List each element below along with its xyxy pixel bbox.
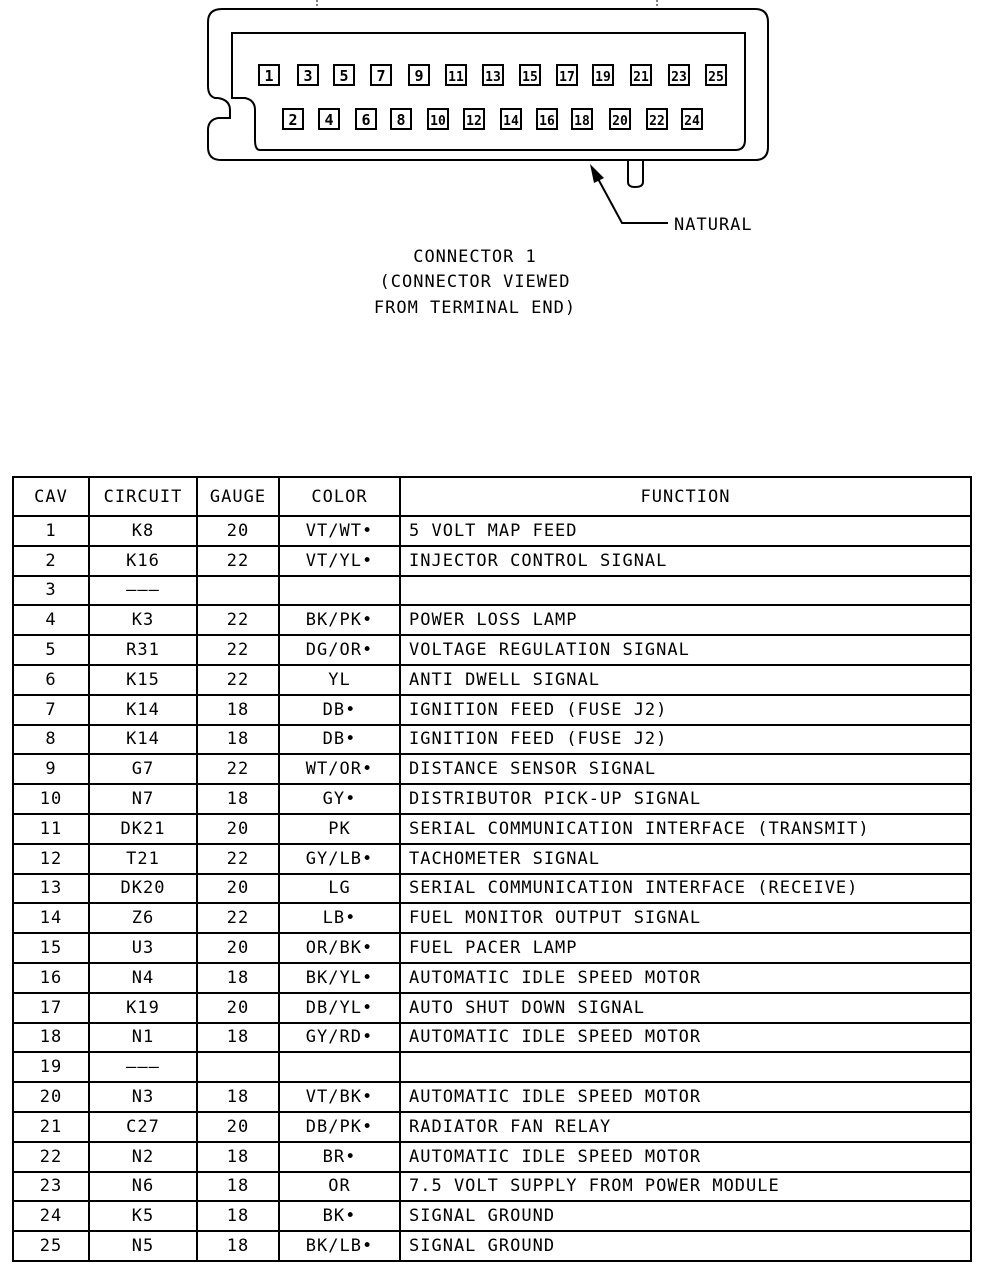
- color-cell: LB•: [279, 903, 400, 933]
- circuit-cell: K5: [89, 1201, 197, 1231]
- table-row: [13, 695, 971, 725]
- pinout-table: [12, 476, 972, 1262]
- table-row: [13, 725, 971, 755]
- table-row: [13, 1231, 971, 1261]
- function-cell: RADIATOR FAN RELAY: [400, 1112, 971, 1142]
- circuit-cell: N4: [89, 963, 197, 993]
- cav-cell: 5: [13, 635, 89, 665]
- function-cell: 7.5 VOLT SUPPLY FROM POWER MODULE: [400, 1172, 971, 1202]
- gauge-cell: 22: [197, 754, 279, 784]
- color-cell: VT/YL•: [279, 546, 400, 576]
- pin-number: 25: [708, 70, 724, 85]
- function-cell: POWER LOSS LAMP: [400, 605, 971, 635]
- function-cell: AUTOMATIC IDLE SPEED MOTOR: [400, 963, 971, 993]
- function-cell: 5 VOLT MAP FEED: [400, 516, 971, 546]
- cav-cell: 21: [13, 1112, 89, 1142]
- pin-number: 16: [539, 114, 555, 129]
- table-row: [13, 993, 971, 1023]
- color-cell: VT/BK•: [279, 1082, 400, 1112]
- table-row: [13, 516, 971, 546]
- table-row: [13, 1023, 971, 1053]
- function-cell: FUEL PACER LAMP: [400, 933, 971, 963]
- gauge-cell: 18: [197, 963, 279, 993]
- gauge-cell: 18: [197, 1172, 279, 1202]
- color-cell: DB/YL•: [279, 993, 400, 1023]
- gauge-cell: 18: [197, 725, 279, 755]
- pin-number: 2: [288, 111, 298, 129]
- table-row: [13, 1082, 971, 1112]
- pin-number: 23: [671, 70, 687, 85]
- circuit-cell: ———: [89, 576, 197, 606]
- circuit-cell: Z6: [89, 903, 197, 933]
- table-row: [13, 546, 971, 576]
- function-cell: IGNITION FEED (FUSE J2): [400, 725, 971, 755]
- function-cell: VOLTAGE REGULATION SIGNAL: [400, 635, 971, 665]
- pin-number: 22: [649, 114, 665, 129]
- cav-cell: 18: [13, 1023, 89, 1053]
- cav-cell: 17: [13, 993, 89, 1023]
- header-gauge: GAUGE: [197, 477, 279, 516]
- gauge-cell: 18: [197, 1231, 279, 1261]
- color-cell: YL: [279, 665, 400, 695]
- pin-number: 10: [430, 114, 446, 129]
- color-cell: DG/OR•: [279, 635, 400, 665]
- cav-cell: 14: [13, 903, 89, 933]
- gauge-cell: 20: [197, 516, 279, 546]
- function-cell: ANTI DWELL SIGNAL: [400, 665, 971, 695]
- cav-cell: 22: [13, 1142, 89, 1172]
- header-function: FUNCTION: [400, 477, 971, 516]
- function-cell: FUEL MONITOR OUTPUT SIGNAL: [400, 903, 971, 933]
- function-cell: SIGNAL GROUND: [400, 1201, 971, 1231]
- gauge-cell: 22: [197, 546, 279, 576]
- color-cell: VT/WT•: [279, 516, 400, 546]
- gauge-cell: 22: [197, 605, 279, 635]
- color-cell: WT/OR•: [279, 754, 400, 784]
- color-cell: OR/BK•: [279, 933, 400, 963]
- cav-cell: 23: [13, 1172, 89, 1202]
- cav-cell: 9: [13, 754, 89, 784]
- function-cell: [400, 1052, 971, 1082]
- cav-cell: 6: [13, 665, 89, 695]
- pin-number: 12: [466, 114, 482, 129]
- gauge-cell: 20: [197, 1112, 279, 1142]
- circuit-cell: U3: [89, 933, 197, 963]
- table-row: [13, 665, 971, 695]
- color-cell: BK•: [279, 1201, 400, 1231]
- color-cell: DB•: [279, 725, 400, 755]
- cav-cell: 15: [13, 933, 89, 963]
- pin-number: 9: [414, 67, 424, 85]
- color-cell: LG: [279, 874, 400, 904]
- caption-line-2: (CONNECTOR VIEWED: [379, 272, 571, 292]
- pin-number: 8: [396, 111, 406, 129]
- cav-cell: 25: [13, 1231, 89, 1261]
- gauge-cell: 20: [197, 993, 279, 1023]
- pin-number: 4: [324, 111, 334, 129]
- gauge-cell: 18: [197, 1201, 279, 1231]
- connector-inner: [232, 33, 745, 150]
- pin-number: 14: [503, 114, 519, 129]
- table-row: [13, 903, 971, 933]
- gauge-cell: 22: [197, 844, 279, 874]
- function-cell: AUTOMATIC IDLE SPEED MOTOR: [400, 1082, 971, 1112]
- circuit-cell: K14: [89, 725, 197, 755]
- circuit-cell: K3: [89, 605, 197, 635]
- table-row: [13, 1201, 971, 1231]
- color-cell: BK/PK•: [279, 605, 400, 635]
- circuit-cell: ———: [89, 1052, 197, 1082]
- function-cell: DISTANCE SENSOR SIGNAL: [400, 754, 971, 784]
- color-cell: BK/LB•: [279, 1231, 400, 1261]
- function-cell: SERIAL COMMUNICATION INTERFACE (TRANSMIT): [400, 814, 971, 844]
- table-row: [13, 1052, 971, 1082]
- pin-number: 19: [595, 70, 611, 85]
- gauge-cell: 18: [197, 1023, 279, 1053]
- cav-cell: 12: [13, 844, 89, 874]
- cav-cell: 20: [13, 1082, 89, 1112]
- color-cell: BK/YL•: [279, 963, 400, 993]
- pin-number: 7: [376, 67, 386, 85]
- circuit-cell: DK20: [89, 874, 197, 904]
- pin-number: 24: [684, 114, 700, 129]
- circuit-cell: DK21: [89, 814, 197, 844]
- table-row: [13, 844, 971, 874]
- color-cell: [279, 1052, 400, 1082]
- function-cell: AUTOMATIC IDLE SPEED MOTOR: [400, 1142, 971, 1172]
- circuit-cell: C27: [89, 1112, 197, 1142]
- callout-arrowhead: [590, 164, 604, 183]
- header-color: COLOR: [279, 477, 400, 516]
- circuit-cell: K19: [89, 993, 197, 1023]
- circuit-cell: N7: [89, 784, 197, 814]
- table-row: [13, 1172, 971, 1202]
- cav-cell: 11: [13, 814, 89, 844]
- callout-leader: [596, 175, 668, 223]
- table-row: [13, 874, 971, 904]
- function-cell: SIGNAL GROUND: [400, 1231, 971, 1261]
- cav-cell: 10: [13, 784, 89, 814]
- circuit-cell: N5: [89, 1231, 197, 1261]
- function-cell: INJECTOR CONTROL SIGNAL: [400, 546, 971, 576]
- cav-cell: 24: [13, 1201, 89, 1231]
- pin-number: 18: [574, 114, 590, 129]
- gauge-cell: 20: [197, 933, 279, 963]
- gauge-cell: 22: [197, 665, 279, 695]
- cav-cell: 13: [13, 874, 89, 904]
- function-cell: AUTOMATIC IDLE SPEED MOTOR: [400, 1023, 971, 1053]
- gauge-cell: [197, 1052, 279, 1082]
- pin-number: 1: [264, 67, 274, 85]
- color-cell: PK: [279, 814, 400, 844]
- function-cell: DISTRIBUTOR PICK-UP SIGNAL: [400, 784, 971, 814]
- caption-line-3: FROM TERMINAL END): [373, 298, 577, 318]
- color-cell: BR•: [279, 1142, 400, 1172]
- function-cell: TACHOMETER SIGNAL: [400, 844, 971, 874]
- circuit-cell: N1: [89, 1023, 197, 1053]
- table-row: [13, 1142, 971, 1172]
- table-row: [13, 784, 971, 814]
- function-cell: [400, 576, 971, 606]
- circuit-cell: K8: [89, 516, 197, 546]
- color-cell: OR: [279, 1172, 400, 1202]
- pin-number: 13: [485, 70, 501, 85]
- table-row: [13, 605, 971, 635]
- circuit-cell: T21: [89, 844, 197, 874]
- function-cell: AUTO SHUT DOWN SIGNAL: [400, 993, 971, 1023]
- table-row: [13, 1112, 971, 1142]
- pin-number: 20: [612, 114, 628, 129]
- circuit-cell: R31: [89, 635, 197, 665]
- cav-cell: 2: [13, 546, 89, 576]
- cav-cell: 1: [13, 516, 89, 546]
- gauge-cell: [197, 576, 279, 606]
- gauge-cell: 20: [197, 874, 279, 904]
- table-row: [13, 814, 971, 844]
- color-cell: GY/LB•: [279, 844, 400, 874]
- gauge-cell: 18: [197, 1142, 279, 1172]
- cav-cell: 4: [13, 605, 89, 635]
- table-row: [13, 933, 971, 963]
- gauge-cell: 20: [197, 814, 279, 844]
- circuit-cell: K16: [89, 546, 197, 576]
- color-cell: DB/PK•: [279, 1112, 400, 1142]
- circuit-cell: N3: [89, 1082, 197, 1112]
- table-row: [13, 754, 971, 784]
- gauge-cell: 18: [197, 784, 279, 814]
- circuit-cell: N2: [89, 1142, 197, 1172]
- gauge-cell: 18: [197, 695, 279, 725]
- gauge-cell: 22: [197, 903, 279, 933]
- gauge-cell: 22: [197, 635, 279, 665]
- function-cell: IGNITION FEED (FUSE J2): [400, 695, 971, 725]
- pin-number: 21: [633, 70, 649, 85]
- color-cell: GY/RD•: [279, 1023, 400, 1053]
- cav-cell: 16: [13, 963, 89, 993]
- pin-number: 11: [448, 70, 464, 85]
- connector-diagram: [0, 0, 992, 250]
- pin-number: 6: [361, 111, 371, 129]
- pin-number: 15: [522, 70, 538, 85]
- table-row: [13, 963, 971, 993]
- gauge-cell: 18: [197, 1082, 279, 1112]
- circuit-cell: N6: [89, 1172, 197, 1202]
- cav-cell: 3: [13, 576, 89, 606]
- pin-number: 3: [303, 67, 313, 85]
- table-row: [13, 576, 971, 606]
- connector-latch-tab: [628, 160, 643, 187]
- function-cell: SERIAL COMMUNICATION INTERFACE (RECEIVE): [400, 874, 971, 904]
- cav-cell: 19: [13, 1052, 89, 1082]
- pin-number: 17: [559, 70, 575, 85]
- circuit-cell: G7: [89, 754, 197, 784]
- circuit-cell: K14: [89, 695, 197, 725]
- header-cav: CAV: [13, 477, 89, 516]
- color-cell: [279, 576, 400, 606]
- pin-number: 5: [339, 67, 349, 85]
- callout-label: NATURAL: [674, 215, 753, 235]
- cav-cell: 7: [13, 695, 89, 725]
- cav-cell: 8: [13, 725, 89, 755]
- caption-line-1: CONNECTOR 1: [413, 247, 537, 267]
- circuit-cell: K15: [89, 665, 197, 695]
- table-row: [13, 635, 971, 665]
- color-cell: GY•: [279, 784, 400, 814]
- header-circuit: CIRCUIT: [89, 477, 197, 516]
- color-cell: DB•: [279, 695, 400, 725]
